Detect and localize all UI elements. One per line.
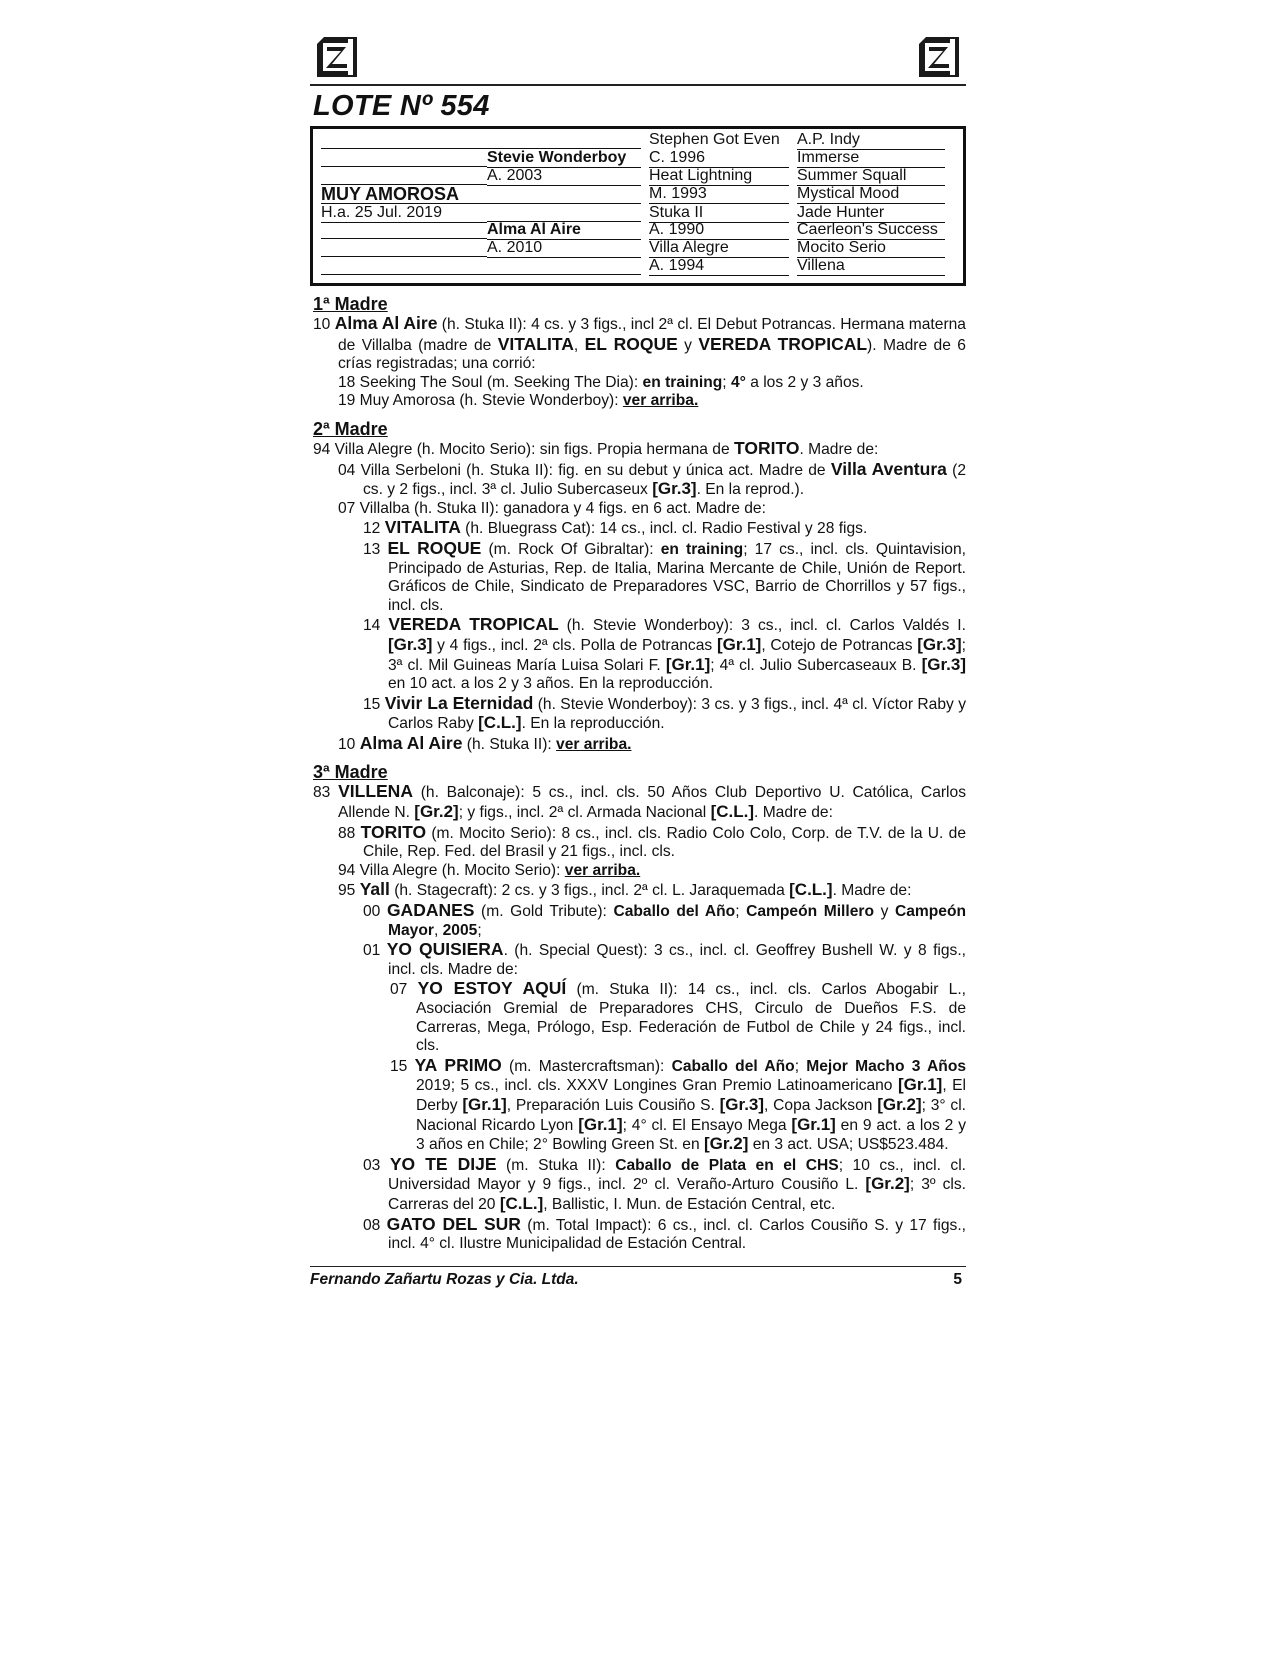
ped-rule <box>487 131 641 149</box>
pedigree-gen3: Villena <box>797 257 945 276</box>
zanartu-logo-icon <box>916 34 962 80</box>
pedigree-gen3: Mystical Mood <box>797 185 945 204</box>
pedigree-gen3: Immerse <box>797 149 945 168</box>
pedigree-table <box>310 126 966 286</box>
pedigree-entry: 94 Villa Alegre (h. Mocito Serio): ver arriba. <box>338 861 641 879</box>
page-footer <box>310 1266 966 1291</box>
pedigree-entry: 83 VILLENA (h. Balconaje): 5 cs., incl. cls. 50 Años Club Deportivo U. Católica, Carlos Allende N. [Gr.2]; y figs., incl. 2ª cl. Armada Nacional [C.L.]. Madre de: <box>313 781 966 822</box>
pedigree-entry: 15 YA PRIMO (m. Mastercraftsman): Caballo del Año; Mejor Macho 3 Años 2019; 5 cs., incl. cls. XXXV Longines Gran Premio Latinoamericano [Gr.1], El Derby [Gr.1], Preparación Luis Cousiño S. [Gr.3], Copa Jackson [Gr.2]; 3° cl. Nacional Ricardo Lyon [Gr.1]; 4° cl. El Ensayo Mega [Gr.1] en 9 act. a los 2 y 3 años en Chile; 2° Bowling Green St. en [Gr.2] en 3 act. USA; US$523.484. <box>390 1054 967 1154</box>
ped-rule <box>321 149 487 167</box>
pedigree-entry: 18 Seeking The Soul (m. Seeking The Dia): en training; 4° a los 2 y 3 años. <box>338 373 864 391</box>
ped-rule <box>321 257 641 275</box>
pedigree-entry: 03 YO TE DIJE (m. Stuka II): Caballo de Plata en el CHS; 10 cs., incl. cl. Universidad Mayor y 9 figs., incl. 2º cl. Veraño-Arturo Cousiño L. [Gr.2]; 3º cls. Carreras del 20 [C.L.], Ballistic, I. Mun. de Estación Central, etc. <box>363 1153 967 1213</box>
pedigree-entry: 88 TORITO (m. Mocito Serio): 8 cs., incl. cls. Radio Colo Colo, Corp. de T.V. de la U. de Chile, Rep. Fed. del Brasil y 21 figs., incl. cls. <box>338 821 966 861</box>
ped-rule <box>321 221 487 239</box>
pedigree-entry: 95 Yall (h. Stagecraft): 2 cs. y 3 figs., incl. 2ª cl. L. Jaraquemada [C.L.]. Madre de: <box>338 879 912 900</box>
pedigree-entry: 07 YO ESTOY AQUÍ (m. Stuka II): 14 cs., incl. cls. Carlos Abogabir L., Asociación Gremial de Preparadores CHS, Circulo de Dueños F.S. de Carreras, Mega, Prólogo, Esp. Federación de Futbol de Chile y 24 figs., incl. cls. <box>390 978 967 1055</box>
pedigree-gen3: Jade Hunter <box>797 204 945 223</box>
pedigree-entry: 12 VITALITA (h. Bluegrass Cat): 14 cs., incl. cl. Radio Festival y 28 figs. <box>363 517 868 538</box>
pedigree-gen2-name: Stuka II <box>649 204 789 223</box>
pedigree-entry: 08 GATO DEL SUR (m. Total Impact): 6 cs., incl. cl. Carlos Cousiño S. y 17 figs., incl. 4° cl. Ilustre Municipalidad de Estación Central. <box>363 1213 966 1253</box>
ped-rule <box>321 131 487 149</box>
page-number: 5 <box>953 1270 962 1288</box>
ped-rule <box>487 204 641 222</box>
pedigree-entry: 07 Villalba (h. Stuka II): ganadora y 4 figs. en 6 act. Madre de: <box>338 499 766 517</box>
pedigree-gen3: Mocito Serio <box>797 239 945 258</box>
pedigree-gen2-name: Stephen Got Even <box>649 131 780 148</box>
pedigree-horse-name: MUY AMOROSA <box>321 185 641 204</box>
lot-title: LOTE Nº 554 <box>313 90 490 122</box>
pedigree-gen3: A.P. Indy <box>797 131 945 150</box>
pedigree-sire-info: A. 2003 <box>487 167 641 186</box>
pedigree-gen2-name: Heat Lightning <box>649 167 789 186</box>
pedigree-entry: 94 Villa Alegre (h. Mocito Serio): sin figs. Propia hermana de TORITO. Madre de: <box>313 437 879 458</box>
ped-rule <box>321 167 487 185</box>
pedigree-dam-info: A. 2010 <box>487 239 641 258</box>
pedigree-gen2-name: Villa Alegre <box>649 239 789 258</box>
pedigree-gen3: Caerleon's Success <box>797 221 945 240</box>
zanartu-logo-icon <box>314 34 360 80</box>
section-heading: 3ª Madre <box>313 762 388 783</box>
pedigree-entry: 10 Alma Al Aire (h. Stuka II): ver arriba. <box>338 732 632 753</box>
pedigree-entry: 10 Alma Al Aire (h. Stuka II): 4 cs. y 3 figs., incl 2ª cl. El Debut Potrancas. Hermana materna de Villalba (madre de VITALITA, EL ROQUE y VEREDA TROPICAL). Madre de 6 crías registradas; una corrió: <box>313 313 966 373</box>
pedigree-horse-info: H.a. 25 Jul. 2019 <box>321 204 487 223</box>
catalog-page <box>310 30 966 1291</box>
pedigree-gen2-info: M. 1993 <box>649 185 789 204</box>
pedigree-entry: 00 GADANES (m. Gold Tribute): Caballo del Año; Campeón Millero y Campeón Mayor, 2005; <box>363 900 967 939</box>
pedigree-gen2-info: A. 1990 <box>649 221 789 240</box>
section-heading: 1ª Madre <box>313 294 388 314</box>
section-heading: 2ª Madre <box>313 418 388 439</box>
ped-rule <box>321 239 487 257</box>
page-header <box>310 30 966 86</box>
pedigree-gen2-info: A. 1994 <box>649 257 789 276</box>
pedigree-sire-name: Stevie Wonderboy <box>487 149 641 168</box>
pedigree-entry: 15 Vivir La Eternidad (h. Stevie Wonderboy): 3 cs. y 3 figs., incl. 4ª cl. Víctor Raby y Carlos Raby [C.L.]. En la reproducción. <box>363 692 966 733</box>
pedigree-entry: 19 Muy Amorosa (h. Stevie Wonderboy): ver arriba. <box>338 392 699 410</box>
pedigree-entry: 14 VEREDA TROPICAL (h. Stevie Wonderboy): 3 cs., incl. cl. Carlos Valdés I. [Gr.3] y 4 figs., incl. 2ª cls. Polla de Potrancas [Gr.1], Cotejo de Potrancas [Gr.3]; 3ª cl. Mil Guineas María Luisa Solari F. [Gr.1]; 4ª cl. Julio Subercaseaux B. [Gr.3] en 10 act. a los 2 y 3 años. En la reproducción. <box>363 614 966 693</box>
pedigree-entry: 13 EL ROQUE (m. Rock Of Gibraltar): en training; 17 cs., incl. cls. Quintavision, Principado de Asturias, Rep. de Italia, Marina Mercante de Chile, Unión de Report. Gráficos de Chile, Sindicato de Preparadores VSC, Barrio de Chorrillos y 57 figs., incl. cls. <box>363 537 966 614</box>
pedigree-dam-name: Alma Al Aire <box>487 221 641 240</box>
pedigree-gen2-info: C. 1996 <box>649 149 789 168</box>
pedigree-entry: 01 YO QUISIERA. (h. Special Quest): 3 cs., incl. cl. Geoffrey Bushell W. y 8 figs., incl. cls. Madre de: <box>363 939 966 978</box>
pedigree-entry: 04 Villa Serbeloni (h. Stuka II): fig. en su debut y única act. Madre de Villa Aventura (2 cs. y 2 figs., incl. 3ª cl. Julio Subercaseux [Gr.3]. En la reprod.). <box>338 458 966 499</box>
footer-company: Fernando Zañartu Rozas y Cia. Ltda. <box>310 1270 579 1288</box>
pedigree-gen3: Summer Squall <box>797 167 945 186</box>
